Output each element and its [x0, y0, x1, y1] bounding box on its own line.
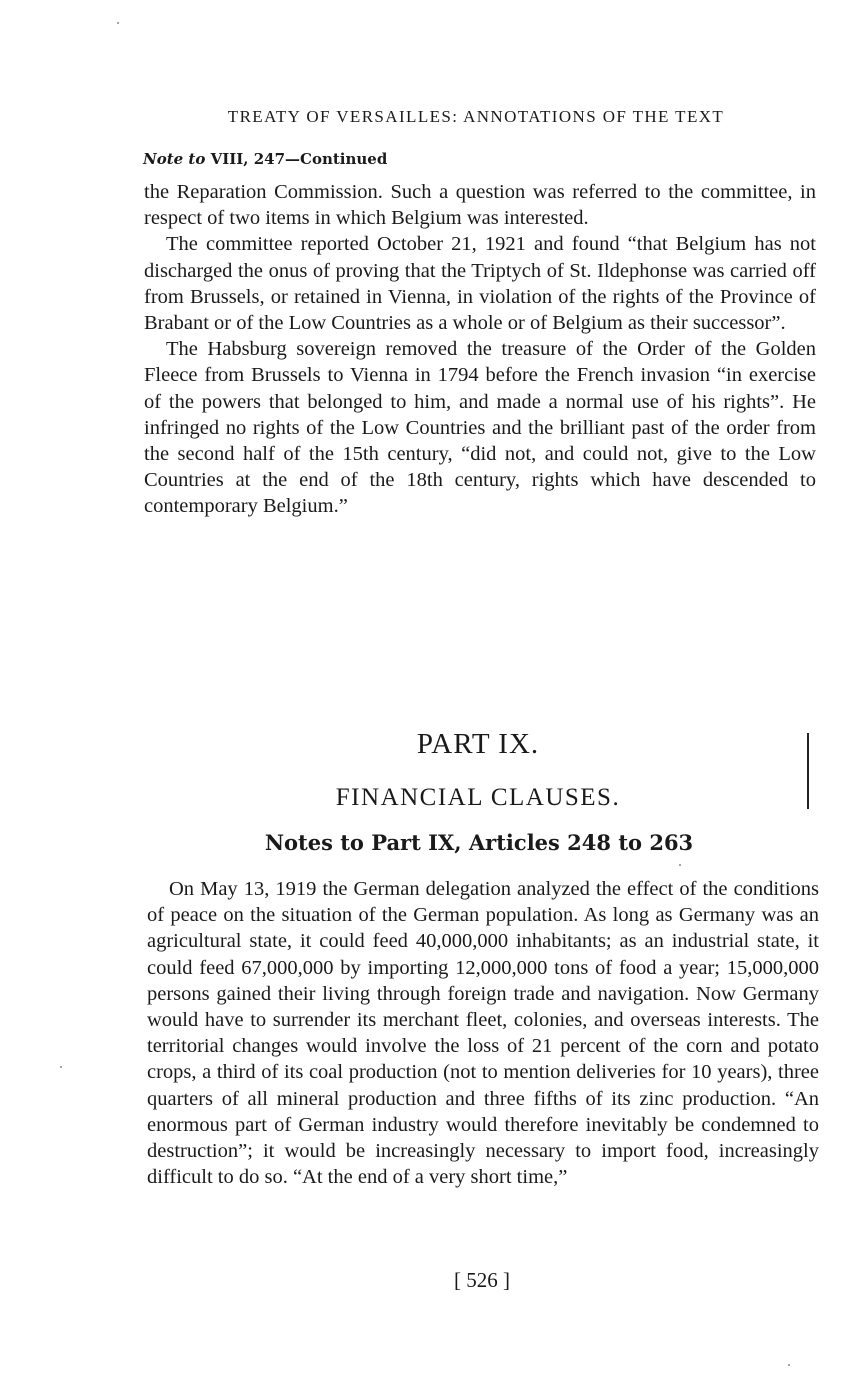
annotation-text-section-1 [144, 179, 816, 520]
note-reference-article: VIII, 247—Continued [205, 150, 388, 168]
scan-speck [788, 1364, 790, 1366]
note-reference-italic: Note to [143, 150, 206, 168]
part-subtitle: FINANCIAL CLAUSES. [335, 784, 621, 811]
annotation-text-section-2 [147, 876, 819, 1190]
scan-speck [117, 22, 119, 24]
scan-speck [60, 1066, 62, 1068]
paragraph: The Habsburg sovereign removed the treasure of the Order of the Golden Fleece from Brussels to Vienna in 1794 before the French invasion “in exercise of the powers that belonged to him, and made a normal use of his rights”. He infringed no rights of the Low Countries and the brilliant past of the order from the second half of the 15th century, “did not, and could not, give to the Low Countries at the end of the 18th century, rights which have descended to contemporary Belgium.” [144, 338, 816, 518]
margin-rule [807, 733, 809, 809]
page-number: [ 526 ] [454, 1268, 510, 1292]
paragraph: The committee reported October 21, 1921 and found “that Belgium has not discharged the onus of proving that the Triptych of St. Ildephonse was carried off from Brussels, or retained in Vienna, in violation of the rights of the Province of Brabant or of the Low Countries as a whole or of Belgium as their successor”. [144, 233, 816, 335]
scan-speck [679, 864, 681, 866]
note-reference [143, 150, 387, 168]
running-head: TREATY OF VERSAILLES: ANNOTATIONS OF THE TEXT [227, 107, 725, 126]
notes-heading: Notes to Part IX, Articles 248 to 263 [264, 830, 694, 855]
paragraph: On May 13, 1919 the German delegation analyzed the effect of the conditions of peace on the situation of the German population. As long as Germany was an agricultural state, it could feed 40,000,000 inhabitants; as an industrial state, it could feed 67,000,000 by importing 12,000,000 tons of food a year; 15,000,000 persons gained their living through foreign trade and navigation. Now Germany would have to surrender its merchant fleet, colonies, and overseas interests. The territorial changes would involve the loss of 21 percent of the corn and potato crops, a third of its coal production (not to mention deliveries for 10 years), three quarters of all mineral production and three fifths of its zinc production. “An enormous part of German industry would therefore inevitably be condemned to destruction”; it would be increasingly necessary to import food, increasingly difficult to do so. “At the end of a very short time,” [147, 878, 819, 1189]
part-title: PART IX. [416, 728, 540, 760]
paragraph-continued: the Reparation Commission. Such a question was referred to the committee, in respect of two items in which Belgium was interested. [144, 181, 816, 230]
